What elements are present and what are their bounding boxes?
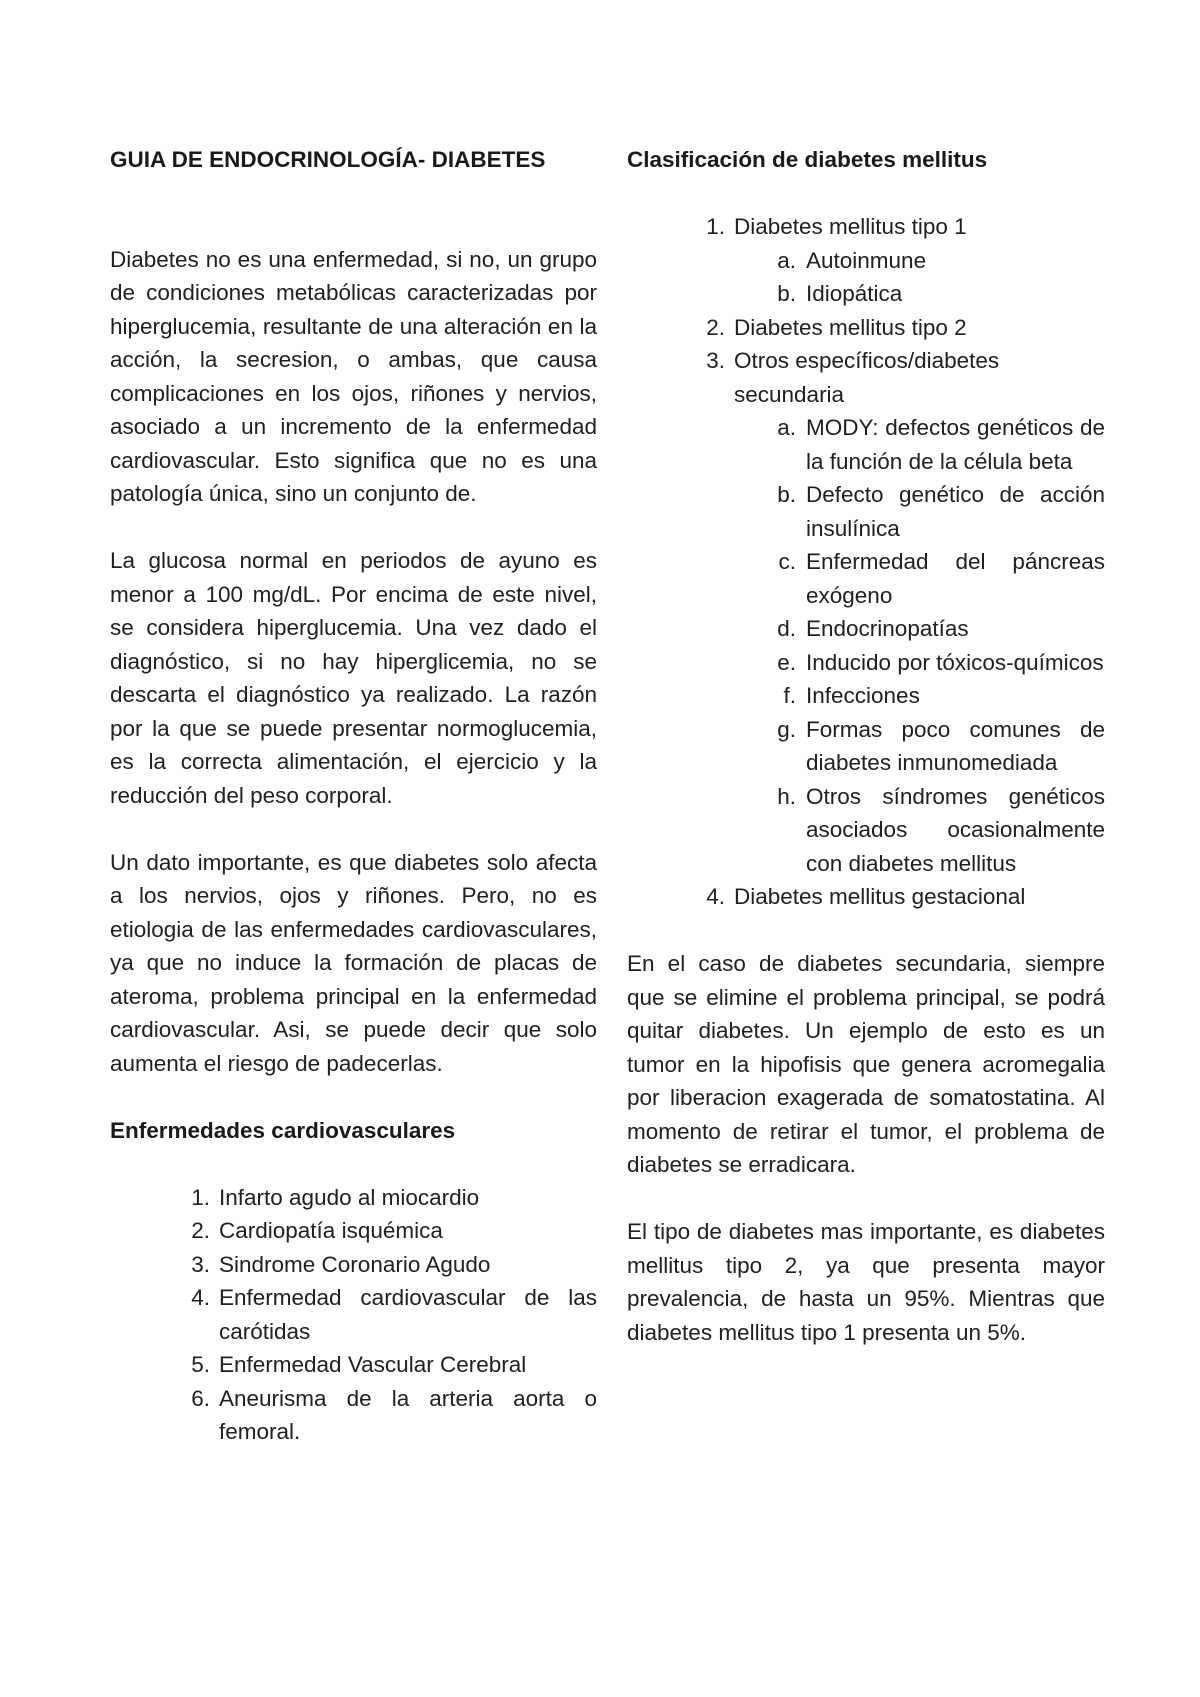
secondary-diabetes-paragraph: En el caso de diabetes secundaria, siempre que se elimine el problema principal, se podrá quitar diabetes. Un ejemplo de esto es un tumor en la hipofisis que genera acromegalia por liberacion exagerada de somatostatina. Al momento de retirar el tumor, el problema de diabetes se erradicara. <box>627 951 1105 1177</box>
list-item: 1. Diabetes mellitus tipo 1 <box>706 214 967 239</box>
cardiovascular-note-paragraph: Un dato importante, es que diabetes solo afecta a los nervios, ojos y riñones. Pero, no es etiologia de las enfermedades cardiovasculares, ya que no induce la formación de placas de ateroma, problema principal en la enfermedad cardiovascular. Asi, se puede decir que solo aumenta el riesgo de padecerlas. <box>110 849 597 1076</box>
list-item: 4. Diabetes mellitus gestacional <box>706 884 1026 909</box>
left-column <box>110 143 597 1449</box>
page-title: GUIA DE ENDOCRINOLOGÍA- DIABETES <box>110 147 546 172</box>
prevalence-paragraph: El tipo de diabetes mas importante, es diabetes mellitus tipo 2, ya que presenta mayor prevalencia, de hasta un 95%. Mientras que diabetes mellitus tipo 1 presenta un 5%. <box>627 1219 1105 1345</box>
sublist-container <box>627 411 1105 880</box>
list-item: 2. Cardiopatía isquémica <box>191 1218 443 1243</box>
intro-paragraph: Diabetes no es una enfermedad, si no, un grupo de condiciones metabólicas caracterizadas por hiperglucemia, resultante de una alteración en la acción, la secresion, o ambas, que causa complicaciones en los ojos, riñones y nervios, asociado a un incremento de la enfermedad cardiovascular. Esto significa que no es una patología única, sino un conjunto de. <box>110 246 597 506</box>
right-column <box>627 143 1105 1383</box>
list-item: 1. Infarto agudo al miocardio <box>191 1184 480 1210</box>
list-item: 4. Enfermedad cardiovascular de las carótidas <box>191 1285 597 1344</box>
sublist-secondary <box>627 411 1105 880</box>
list-item: 2. Diabetes mellitus tipo 2 <box>706 314 967 340</box>
list-item: a. Autoinmune <box>777 247 927 273</box>
sublist-container <box>627 244 1105 311</box>
list-item: 5. Enfermedad Vascular Cerebral <box>191 1352 527 1377</box>
list-item: f. Infecciones <box>783 683 920 708</box>
classification-list <box>627 210 1105 914</box>
cv-list <box>110 1181 597 1449</box>
list-item: d. Endocrinopatías <box>777 616 969 641</box>
list-item: a. MODY: defectos genéticos de la función de la célula beta <box>777 415 1105 474</box>
list-item: 3. Otros específicos/diabetes secundaria <box>706 348 1000 407</box>
list-item: h. Otros síndromes genéticos asociados ocasionalmente con diabetes mellitus <box>777 783 1105 876</box>
cv-heading: Enfermedades cardiovasculares <box>110 1117 456 1143</box>
list-item: c. Enfermedad del páncreas exógeno <box>778 549 1105 608</box>
sublist-type1 <box>627 244 1105 311</box>
classification-heading: Clasificación de diabetes mellitus <box>627 147 988 172</box>
list-item: b. Idiopática <box>777 281 903 306</box>
list-item: g. Formas poco comunes de diabetes inmunomediada <box>777 716 1105 775</box>
list-item: 6. Aneurisma de la arteria aorta o femoral. <box>191 1385 597 1444</box>
list-item: b. Defecto genético de acción insulínica <box>777 482 1105 541</box>
glucose-paragraph: La glucosa normal en periodos de ayuno es menor a 100 mg/dL. Por encima de este nivel, se considera hiperglucemia. Una vez dado el diagnóstico, si no hay hiperglicemia, no se descarta el diagnóstico ya realizado. La razón por la que se puede presentar normoglucemia, es la correcta alimentación, el ejercicio y la reducción del peso corporal. <box>110 548 597 808</box>
list-item: e. Inducido por tóxicos-químicos <box>777 649 1104 675</box>
list-item: 3. Sindrome Coronario Agudo <box>191 1251 491 1277</box>
